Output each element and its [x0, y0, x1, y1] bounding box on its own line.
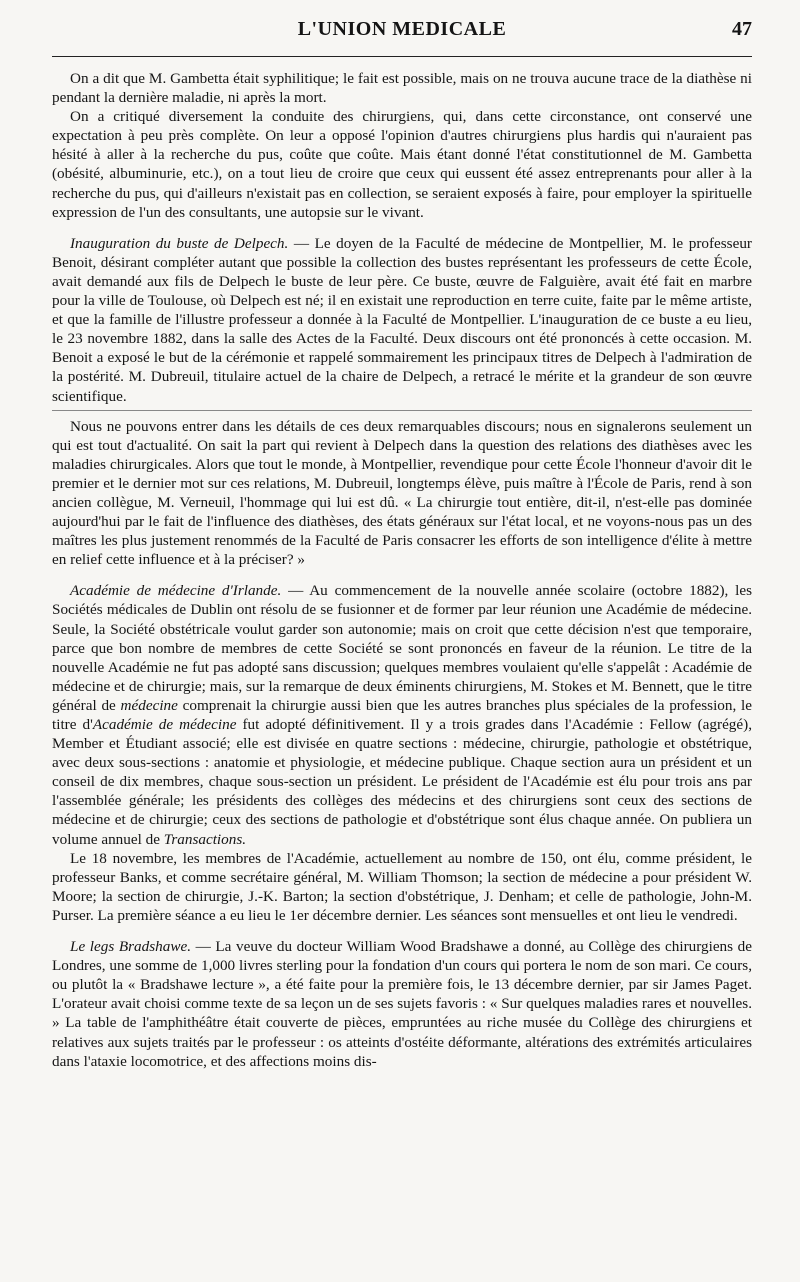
section-heading-bradshawe: Le legs Bradshawe. [70, 938, 191, 956]
page-header [52, 14, 752, 44]
section-delpech [52, 234, 752, 570]
section-academie-irlande [52, 581, 752, 925]
academie-emphasis-transactions: Transactions. [163, 830, 247, 848]
running-title: L'UNION MEDICALE [297, 18, 507, 40]
section-heading-delpech: Inauguration du buste de Delpech. [70, 234, 289, 252]
separator-rule [52, 410, 752, 411]
paragraph-gambetta-surgeons: On a critiqué diversement la conduite des chirurgiens, qui, dans cette circonstance, ont conservé une expectation à peu près complète. On leur a opposé l'opinion d'autres chirurgiens plus hardis qui n'auraient pas hésité à aller à la recherche du pus, coûte que coûte. Mais étant donné l'état constitutionnel de M. Gambetta (obésité, albuminurie, etc.), on a tout lieu de croire que ceux qui eussent été assez entreprenants pour aller à la recherche du pus, qui d'ailleurs n'existait pas en collection, se seraient exposés à faire, pour employer la spirituelle expression de l'un des consultants, une autopsie sur le vivant. [52, 108, 752, 221]
paragraph-delpech-intro [52, 234, 752, 406]
header-rule [52, 56, 752, 57]
article-body [52, 69, 752, 1071]
section-legs-bradshawe [52, 937, 752, 1071]
paragraph-academie-intro [52, 581, 752, 848]
paragraph-bradshawe [52, 937, 752, 1071]
academie-emphasis-medecine: médecine [120, 696, 178, 714]
academie-text-part-b: comprenait la chirurgie aussi bien que les autres branches plus spéciales de la profession, le titre d' [52, 696, 752, 733]
academie-emphasis-title: Académie de médecine [92, 716, 237, 733]
academie-text-part-c: fut adopté définitivement. Il y a trois grades dans l'Académie : Fellow (agrégé), Member et Étudiant associé; elle est divisée en quatre sections : médecine, chirurgie, pathologie et obstétrique, avec deux sous-sections : anatomie et physiologie, et médecine publique. Chaque section aura un président et un conseil de dix membres, chaque sous-section un président. Le président de l'Académie est élu pour trois ans par l'assemblée générale; les présidents des collèges des médecins et des chirurgiens sont ceux des sections de médecine et de chirurgie; ceux des sections de pathologie et d'obstétrique sont élus chaque année. On publiera un volume annuel de [52, 716, 752, 848]
section-text-delpech: — Le doyen de la Faculté de médecine de Montpellier, M. le professeur Benoit, désirant compléter autant que possible la collection des bustes représentant les professeurs de cette École, avait demandé aux fils de Delpech le buste de leur père. Ce buste, œuvre de Falguière, avait été fait en marbre pour la ville de Toulouse, où Delpech est né; il en existait une reproduction en terre cuite, faite par le même artiste, et que la famille de l'illustre professeur a donnée à la Faculté de Montpellier. L'inauguration de ce buste a eu lieu, le 23 novembre 1882, dans la salle des Actes de la Faculté. Deux discours ont été prononcés à cette occasion. M. Benoit a exposé le but de la cérémonie et rappelé sommairement les principaux titres de Delpech à l'admiration de la postérité. M. Dubreuil, titulaire actuel de la chaire de Delpech, a retracé le mérite et la grandeur de son œuvre scientifique. [52, 234, 752, 405]
section-text-bradshawe: — La veuve du docteur William Wood Bradshawe a donné, au Collège des chirurgiens de Londres, une somme de 1,000 livres sterling pour la fondation d'un cours qui portera le nom de son mari. Ce cours, ou plutôt la « Bradshawe lecture », a été faite pour la première fois, le 13 décembre dernier, par sir James Paget. L'orateur avait choisi comme texte de sa leçon un de ses sujets favoris : « Sur quelques maladies rares et nouvelles. » La table de l'amphithéâtre était couverte de pièces, empruntées au riche musée du Collège des chirurgiens et relatives aux sujets traités par le professeur : os atteints d'ostéite déformante, altérations des extrémités articulaires dans l'ataxie locomotrice, et des affections moins dis- [52, 938, 752, 1070]
paragraph-delpech-discours: Nous ne pouvons entrer dans les détails de ces deux remarquables discours; nous en signalerons seulement un qui est tout d'actualité. On sait la part qui revient à Delpech dans la question des relations des diathèses avec les maladies chirurgicales. Alors que tout le monde, à Montpellier, revendique pour cette École l'honneur d'avoir dit le premier et le dernier mot sur ces relations, M. Dubreuil, longtemps élève, puis maître à l'École de Paris, rend à son ancien collègue, M. Verneuil, l'hommage qui lui est dû. « La chirurgie tout entière, dit-il, n'est-elle pas dominée aujourd'hui par le fait de l'influence des diathèses, des états généraux sur l'état local, et ne voyons-nous pas un des maîtres les plus justement renommés de la Faculté de Paris consacrer les efforts de son intelligence d'élite à mettre en relief cette influence et à la préciser? » [52, 417, 752, 569]
page-number: 47 [732, 18, 752, 40]
section-heading-academie: Académie de médecine d'Irlande. [70, 582, 282, 600]
paragraph-gambetta-syphilis: On a dit que M. Gambetta était syphilitique; le fait est possible, mais on ne trouva aucune trace de la diathèse ni pendant la dernière maladie, ni après la mort. [52, 70, 752, 107]
paragraph-academie-election: Le 18 novembre, les membres de l'Académie, actuellement au nombre de 150, ont élu, comme président, le professeur Banks, et comme secrétaire général, M. William Thomson; la section de médecine a pour président W. Moore; la section de chirurgie, J.-K. Barton; la section d'obstétrique, J. Denham; et celle de pathologie, John-M. Purser. La première séance a eu lieu le 1er décembre dernier. Les séances sont mensuelles et ont lieu le vendredi. [52, 849, 752, 924]
academie-text-part-a: — Au commencement de la nouvelle année scolaire (octobre 1882), les Sociétés médicales de Dublin ont résolu de se fusionner et de former par leur réunion une Académie de médecine. Seule, la Société obstétricale voulut garder son autonomie; mais on croit que cette décision n'est que temporaire, parce que bon nombre de membres de cette Société se sont prononcés en faveur de la réunion. Le titre de la nouvelle Académie ne fut pas adopté sans discussion; quelques membres voulaient qu'elle s'appelât : Académie de médecine et de chirurgie; mais, sur la remarque de deux éminents chirurgiens, M. Stokes et M. Bennett, que le titre général de [52, 582, 752, 714]
